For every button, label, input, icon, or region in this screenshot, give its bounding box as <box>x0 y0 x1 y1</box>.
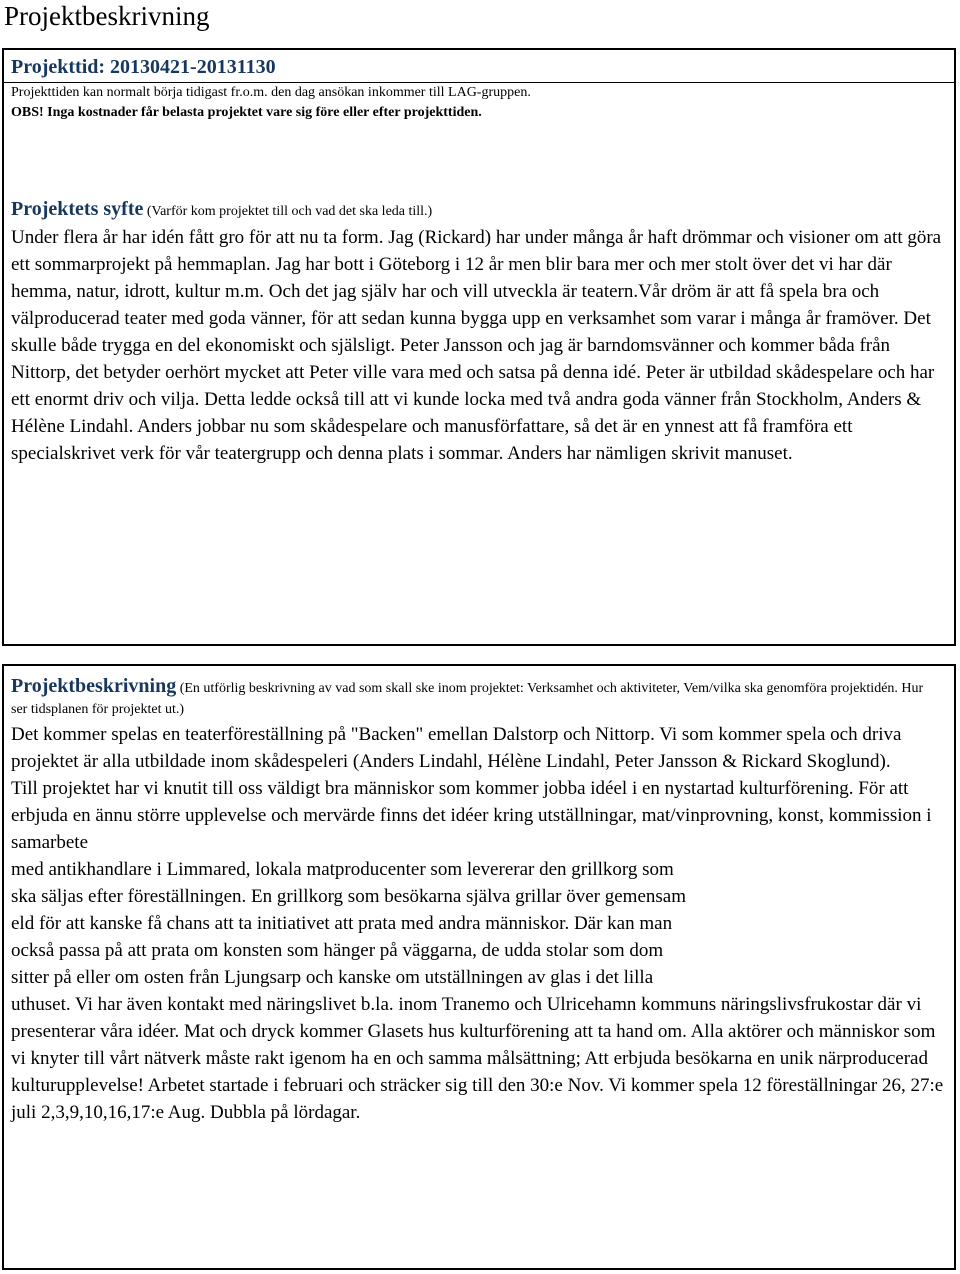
description-paragraph: uthuset. Vi har även kontakt med näringslivet b.la. inom Tranemo och Ulricehamn kommuns näringslivsfrukostar där vi presenterar våra idéer. Mat och dryck kommer Glasets hus kulturförening att ta hand om. Alla aktörer och människor som vi knyter till vårt nätverk måste rakt igenom ha en och samma målsättning; Att erbjuda besökarna en unik närproducerad kulturupplevelse! Arbetet startade i februari och sträcker sig till den 30:e Nov. Vi kommer spela 12 föreställningar 26, 27:e juli 2,3,9,10,16,17:e Aug. Dubbla på lördagar. <box>11 994 944 1123</box>
project-description-box <box>2 664 956 1270</box>
description-line: med antikhandlare i Limmared, lokala matproducenter som levererar den grillkorg som <box>11 859 674 880</box>
project-time-label: Projekttid: 20130421-20131130 <box>11 56 276 78</box>
description-heading-row <box>11 676 941 720</box>
project-time-and-purpose-box <box>2 48 956 646</box>
project-time-header <box>4 50 954 83</box>
project-time-note: Projekttiden kan normalt börja tidigast fr.o.m. den dag ansökan inkommer till LAG-gruppen. <box>11 85 531 100</box>
description-line: eld för att kanske få chans att ta initiativet att prata med andra människor. Där kan man <box>11 913 673 934</box>
purpose-heading-row <box>11 198 432 221</box>
description-subheading: (En utförlig beskrivning av vad som skall ske inom projektet: Verksamhet och aktiviteter, Vem/vilka ska genomföra projektidén. Hur ser tidsplanen för projektet ut.) <box>11 681 924 717</box>
description-line: ska säljas efter föreställningen. En grillkorg som besökarna själva grillar över gemensam <box>11 886 687 907</box>
purpose-subheading: (Varför kom projektet till och vad det ska leda till.) <box>143 204 433 219</box>
description-paragraph: Till projektet har vi knutit till oss väldigt bra människor som kommer jobba idéel i en nystartad kulturförening. För att erbjuda en ännu större upplevelse och mervärde finns det idéer kring utställningar, mat/vinprovning, konst, kommission i samarbete <box>11 778 932 853</box>
project-time-warning: OBS! Inga kostnader får belasta projektet vare sig före eller efter projekttiden. <box>11 105 482 120</box>
purpose-body: Under flera år har idén fått gro för att nu ta form. Jag (Rickard) har under många år haft drömmar och visioner om att göra ett sommarprojekt på hemmaplan. Jag har bott i Göteborg i 12 år men blir bara mer och mer stolt över det vi har där hemma, natur, idrott, kultur m.m. Och det jag själv har och vill utveckla är teatern.Vår dröm är att få spela bra och välproducerad teater med goda vänner, för att sedan kunna bygga upp en verksamhet som varar i många år framöver. Det skulle både trygga en del ekonomiskt och själsligt. Peter Jansson och jag är barndomsvänner och kommer båda från Nittorp, det betyder oerhört mycket att Peter ville vara med och satsa på denna idé. Peter är utbildad skådespelare och har ett enormt driv och vilja. Detta ledde också till att vi kunde locka med två andra goda vänner från Stockholm, Anders & Hélène Lindahl. Anders jobbar nu som skådespelare och manusförfattare, så det är en ynnest att få framföra ett specialskrivet verk för vår teatergrupp och denna plats i sommar. Anders har nämligen skrivit manuset. <box>11 227 942 464</box>
description-body <box>11 721 947 1126</box>
description-heading: Projektbeskrivning <box>11 675 177 697</box>
page-title: Projektbeskrivning <box>4 1 210 31</box>
description-line: sitter på eller om osten från Ljungsarp och kanske om utställningen av glas i det lilla <box>11 967 654 988</box>
purpose-heading: Projektets syfte <box>11 198 144 220</box>
description-paragraph: Det kommer spelas en teaterföreställning på "Backen" emellan Dalstorp och Nittorp. Vi som kommer spela och driva projektet är alla utbildade inom skådespeleri (Anders Lindahl, Hélène Lindahl, Peter Jansson & Rickard Skoglund). <box>11 724 902 772</box>
description-line: också passa på att prata om konsten som hänger på väggarna, de udda stolar som dom <box>11 940 664 961</box>
